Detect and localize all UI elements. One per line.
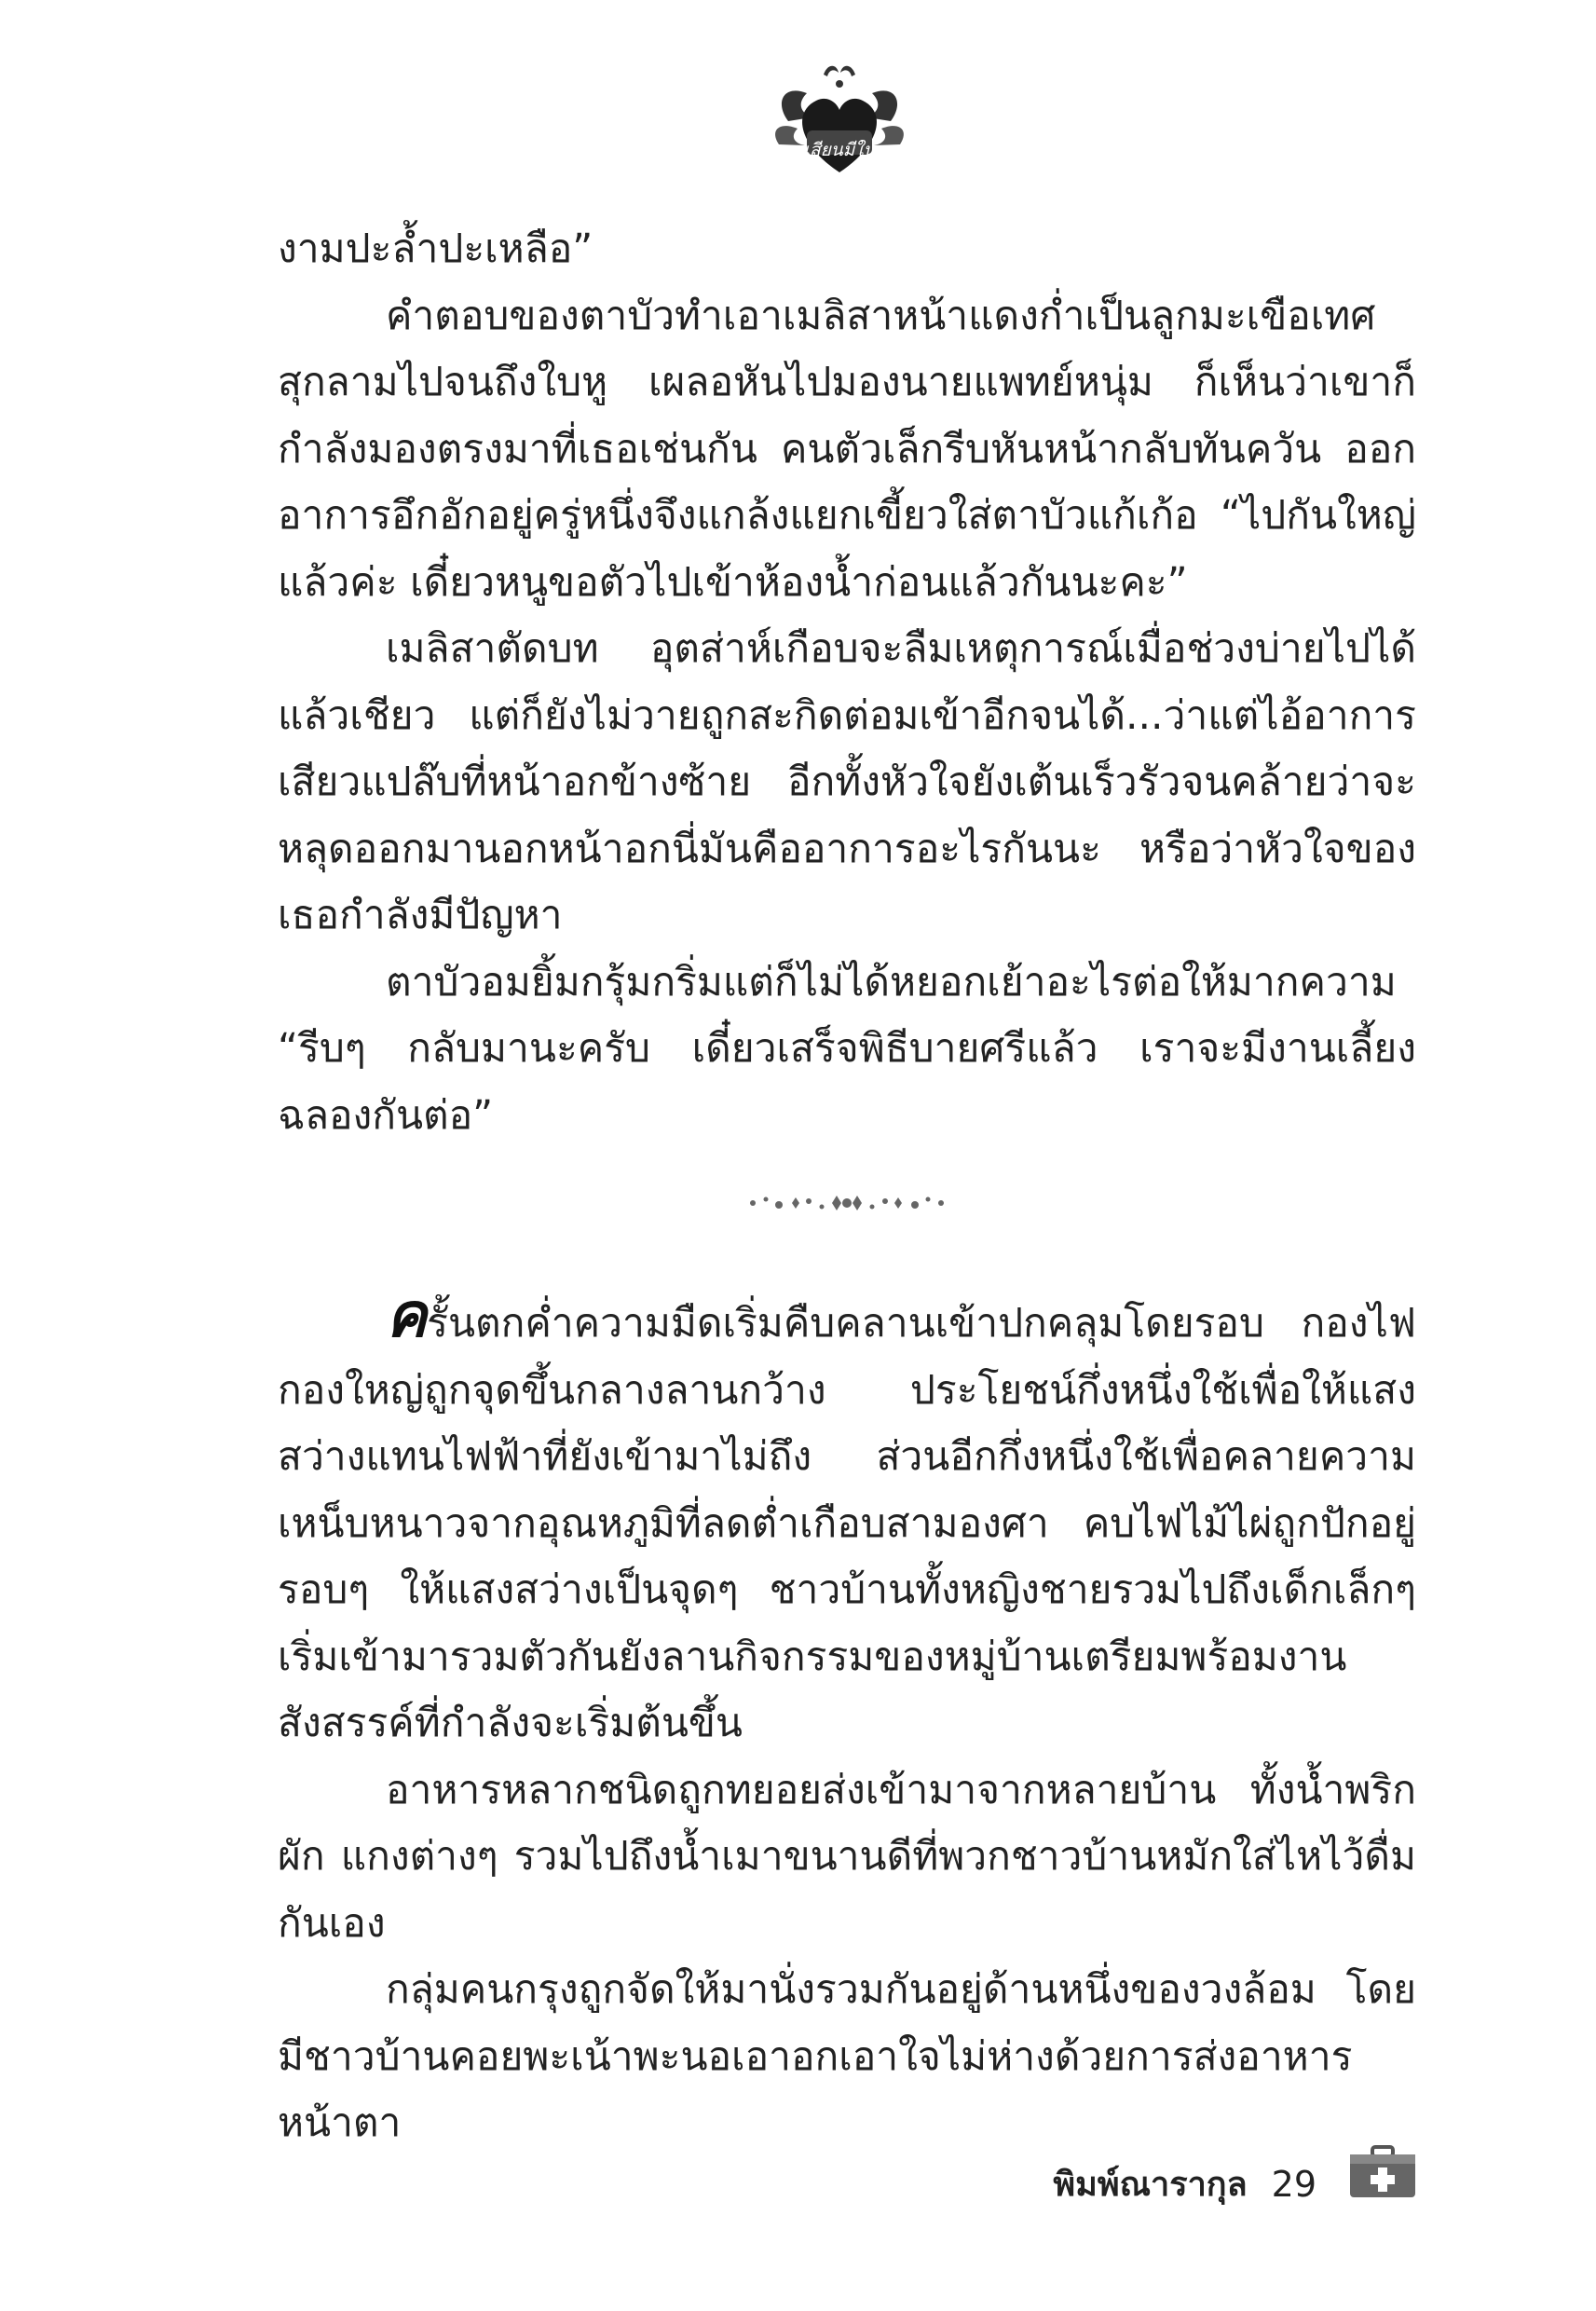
drop-cap: ค xyxy=(386,1279,428,1351)
author-name: พิมพ์ณารากุล xyxy=(1053,2166,1248,2204)
paragraph: ตาบัวอมยิ้มกรุ้มกริ่มแต่ก็ไม่ได้หยอกเย้าอะไรต่อให้มากความ “รีบๆ กลับมานะครับ เดี๋ยวเสร็จพิธีบายศรีแล้ว เราจะมีงานเลี้ยงฉลองกันต่อ” xyxy=(278,959,1416,1139)
paragraph: เมลิสาตัดบท อุตส่าห์เกือบจะลืมเหตุการณ์เมื่อช่วงบ่ายไปได้แล้วเชียว แต่ก็ยังไม่วายถูกสะกิดต่อมเข้าอีกจนได้...ว่าแต่ไอ้อาการเสียวแปล๊บที่หน้าอกข้างซ้าย อีกทั้งหัวใจยังเต้นเร็วรัวจนคล้ายว่าจะหลุดออกมานอกหน้าอกนี่มันคืออาการอะไรกันนะ หรือว่าหัวใจของเธอกำลังมีปัญหา xyxy=(278,626,1416,938)
section-break xyxy=(278,1149,1416,1291)
paragraph: งามปะล้ำปะเหลือ” xyxy=(278,226,593,272)
heart-wings-emblem-icon xyxy=(770,56,909,186)
page-footer xyxy=(1053,2157,1316,2210)
dropcap-paragraph-text: รั้นตกค่ำความมืดเริ่มคืบคลานเข้าปกคลุมโดยรอบ กองไฟกองใหญ่ถูกจุดขึ้นกลางลานกว้าง ประโยชน์กึ่งหนึ่งใช้เพื่อให้แสงสว่างแทนไฟฟ้าที่ยังเข้ามาไม่ถึง ส่วนอีกกึ่งหนึ่งใช้เพื่อคลายความเหน็บหนาวจากอุณหภูมิที่ลดต่ำเกือบสามองศา คบไฟไม้ไผ่ถูกปักอยู่รอบๆ ให้แสงสว่างเป็นจุดๆ ชาวบ้านทั้งหญิงชายรวมไปถึงเด็กเล็กๆ เริ่มเข้ามารวมตัวกันยังลานกิจกรรมของหมู่บ้านเตรียมพร้อมงานสังสรรค์ที่กำลังจะเริ่มต้นขึ้น xyxy=(278,1301,1416,1746)
emblem-label: เสียนมีใน xyxy=(803,140,876,160)
medical-kit-icon xyxy=(1348,2145,1417,2199)
paragraph: อาหารหลากชนิดถูกทยอยส่งเข้ามาจากหลายบ้าน ทั้งน้ำพริกผัก แกงต่างๆ รวมไปถึงน้ำเมาขนานดีที่พวกชาวบ้านหมักใส่ไหไว้ดื่มกันเอง xyxy=(278,1767,1416,1947)
paragraph: คำตอบของตาบัวทำเอาเมลิสาหน้าแดงก่ำเป็นลูกมะเขือเทศสุกลามไปจนถึงใบหู เผลอหันไปมองนายแพทย์หนุ่ม ก็เห็นว่าเขาก็กำลังมองตรงมาที่เธอเช่นกัน คนตัวเล็กรีบหันหน้ากลับทันควัน ออกอาการอึกอักอยู่ครู่หนึ่งจึงแกล้งแยกเขี้ยวใส่ตาบัวแก้เก้อ “ไปกันใหญ่แล้วค่ะ เดี๋ยวหนูขอตัวไปเข้าห้องน้ำก่อนแล้วกันนะคะ” xyxy=(278,293,1416,606)
floral-ornament-divider-icon xyxy=(743,1184,950,1222)
body-text xyxy=(278,216,1416,2157)
header-emblem xyxy=(770,56,909,186)
page-number: 29 xyxy=(1271,2163,1316,2205)
paragraph: กลุ่มคนกรุงถูกจัดให้มานั่งรวมกันอยู่ด้านหนึ่งของวงล้อม โดยมีชาวบ้านคอยพะเน้าพะนอเอาอกเอาใจไม่ห่างด้วยการส่งอาหารหน้าตา xyxy=(278,1967,1416,2146)
dropcap-paragraph xyxy=(278,1279,1416,1757)
